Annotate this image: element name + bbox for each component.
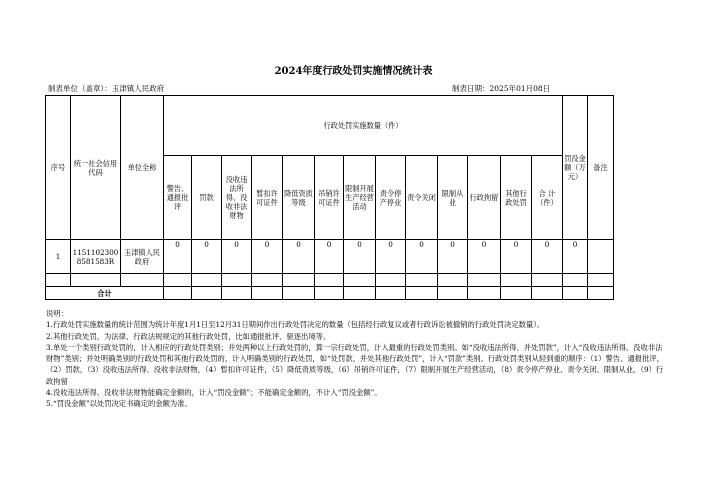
cell-downgrade-qualification: 0 <box>283 240 315 274</box>
header-detention: 行政拘留 <box>468 156 501 240</box>
header-warning: 警告、通报批评 <box>164 156 192 240</box>
header-confiscation: 罚没金额（万元） <box>563 96 588 240</box>
cell-remark <box>588 240 614 274</box>
header-unit-name: 单位全称 <box>121 96 164 240</box>
note-5: 5.“罚没金额”以处罚决定书确定的金额为准。 <box>46 399 192 409</box>
header-fine: 罚款 <box>192 156 222 240</box>
header-downgrade-qualification: 降低资质等级 <box>283 156 315 240</box>
row-unit-name: 玉津镇人民政府 <box>121 240 164 274</box>
note-4: 4.没收违法所得、没收非法财物能确定金额的，计入“罚没金额”；不能确定金额的，不计入“罚没金额”。 <box>46 388 382 398</box>
statistics-table <box>45 95 614 300</box>
cell-confiscate-gains: 0 <box>222 240 252 274</box>
header-total-count: 合 计（件） <box>532 156 563 240</box>
reporting-unit: 制表单位（盖章）：玉津镇人民政府 <box>48 84 165 93</box>
header-restrict-employment: 限制从业 <box>438 156 468 240</box>
header-remark: 备注 <box>588 96 614 240</box>
cell-detention: 0 <box>468 240 501 274</box>
cell-fine: 0 <box>192 240 222 274</box>
table-row-empty <box>46 274 614 287</box>
note-3: 3.单处一个类别行政处罚的，计入相应的行政处罚类别；并处两种以上行政处罚的，算一宗行政处罚，计入最重的行政处罚类别。如“没收违法所得、并处罚款”，计入“没收违法所得、没收非法财物”类别；并处明确类别的行政处罚和其他行政处罚的，计入明确类别的行政处罚，如“处罚款、并处其他行政处罚”，计入“罚款”类别。行政处罚类别从轻到重的顺序：（1）警告、通报批评，（2）罚款，（3）没收违法所得、没收非法财物，（4）暂扣许可证件，（5）降低资质等级，（6）吊销许可证件，（7）限制开展生产经营活动，（8）责令停产停业、责令关闭、限制从业，（9）行政拘留 <box>46 342 664 386</box>
header-revoke-license: 吊销许可证件 <box>315 156 344 240</box>
note-1: 1.行政处罚实施数量的统计范围为统计年度1月1日至12月31日期间作出行政处罚决定的数量（包括经行政复议或者行政诉讼被撤销的行政处罚决定数量）。 <box>46 320 545 330</box>
cell-other-penalty: 0 <box>501 240 532 274</box>
notes <box>46 308 666 410</box>
header-other-penalty: 其他行政处罚 <box>501 156 532 240</box>
cell-restrict-production: 0 <box>344 240 376 274</box>
header-credit-code: 统一社会信用代码 <box>71 96 121 240</box>
notes-heading: 说明： <box>46 309 68 318</box>
cell-restrict-employment: 0 <box>438 240 468 274</box>
cell-total-count: 0 <box>532 240 563 274</box>
cell-suspend-license: 0 <box>252 240 283 274</box>
report-date: 制表日期：2025年01月08日 <box>452 84 551 93</box>
header-restrict-production: 限制开展生产经营活动 <box>344 156 376 240</box>
page-title: 2024年度行政处罚实施情况统计表 <box>274 66 433 77</box>
note-2: 2.其他行政处罚，为法律、行政法规规定的其他行政处罚，比如通报批评、驱逐出境等。 <box>46 331 331 341</box>
cell-confiscation: 0 <box>563 240 588 274</box>
total-row <box>46 287 614 300</box>
cell-revoke-license: 0 <box>315 240 344 274</box>
header-seq: 序号 <box>46 96 71 240</box>
total-label: 合计 <box>46 287 164 300</box>
header-suspend-license: 暂扣许可证件 <box>252 156 283 240</box>
row-seq: 1 <box>46 240 71 274</box>
header-penalty-count: 行政处罚实施数量（件） <box>164 96 563 156</box>
cell-warning: 0 <box>164 240 192 274</box>
cell-suspend-business: 0 <box>376 240 406 274</box>
cell-order-closure: 0 <box>406 240 438 274</box>
header-suspend-business: 责令停产停业 <box>376 156 406 240</box>
header-order-closure: 责令关闭 <box>406 156 438 240</box>
row-credit-code: 11511023008581583R <box>71 240 121 274</box>
header-confiscate-gains: 没收违法所得、没收非法财物 <box>222 156 252 240</box>
table-row <box>46 240 614 274</box>
